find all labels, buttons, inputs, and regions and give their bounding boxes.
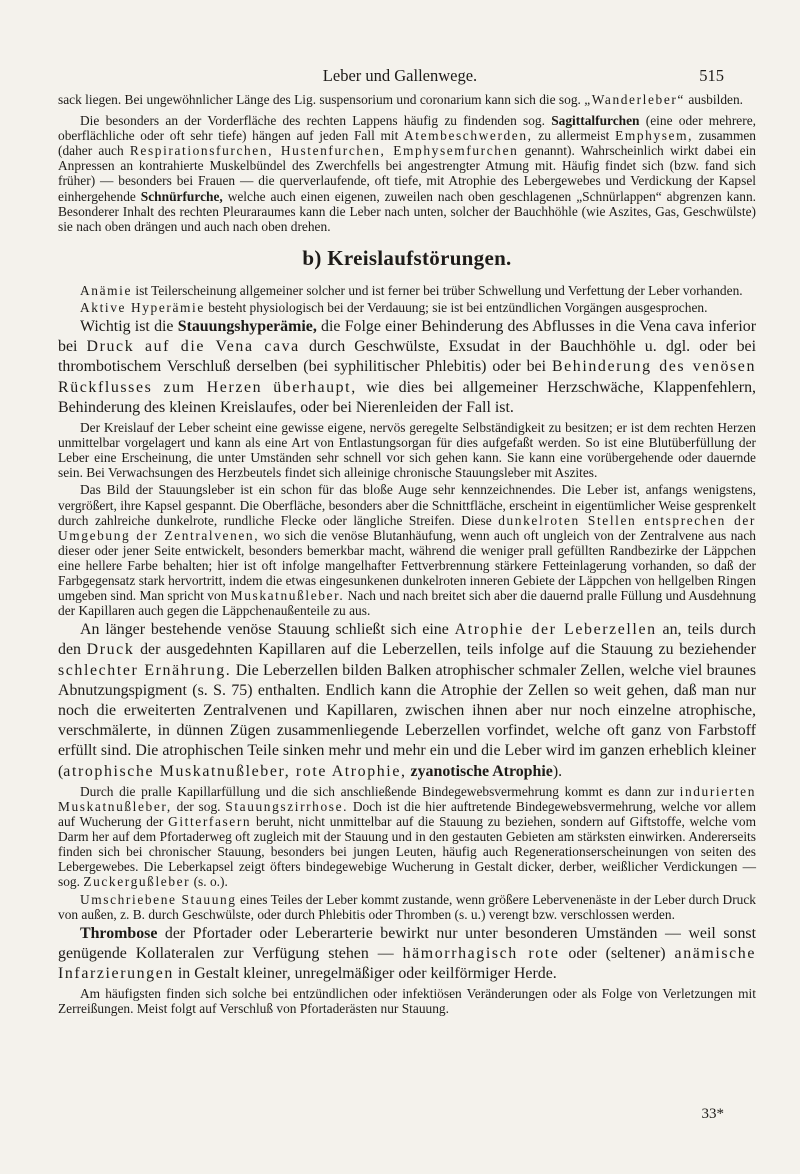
paragraph-stauungsleber-bild [58, 482, 756, 618]
text: eines Teiles der Leber kommt zustande, wenn größere Lebervenenäste in der Leber durch Druck von außen, z. B. durch Geschwülste, oder durch Phlebitis oder Thromben (s. u.) verengt bzw. verschlossen werden. [58, 891, 756, 922]
text: zusammen (daher auch [58, 128, 756, 159]
term-schnuerfurche: Schnürfurche, [140, 188, 223, 204]
text: Die besonders an der Vorderfläche des rechten Lappens häufig zu findenden sog. [80, 113, 552, 129]
paragraph-umschriebene-stauung [58, 892, 756, 922]
text: (s. o.). [190, 874, 228, 890]
section-heading: b) Kreislaufstörungen. [302, 245, 512, 270]
text: ausbilden. [684, 92, 743, 107]
paragraph-kreislauf: Der Kreislauf der Leber scheint eine gewisse eigene, nervös geregelte Selbständigkeit zu besitzen; er ist dem rechten Herzen unmittelbar vorgelagert und kann als eine Art von Entlastungsorgan für dies aufgefaßt werden. So ist eine Blutüberfüllung der Leber eine Erscheinung, die unter Umständen sehr schnell vor sich gehen kann. Sie kann eine vorübergehende oder dauernde sein. Bei Verwachsungen des Herzbeutels findet sich alleinige chronische Stauungsleber mit Aszites. [58, 420, 756, 481]
text: der ausgedehnten Kapillaren auf die Leberzellen, teils infolge auf die Stauung zu beziehender [134, 641, 756, 659]
term-furchen: Respirationsfurchen, Hustenfurchen, Emphysemfurchen [129, 143, 519, 159]
term-atrophie-leberzellen: Atrophie der Leberzellen [454, 621, 657, 639]
paragraph-wanderleber [58, 92, 756, 107]
term-zuckergussleber: Zuckergußleber [83, 874, 191, 890]
paragraph-thrombose [58, 924, 756, 985]
text: Doch ist die hier auftretende Bindegewebsvermehrung, welche vor allem auf Wucherung der [58, 798, 757, 830]
term-indurierte-muskatnussleber: indurierten Muskatnußleber, [58, 783, 756, 814]
term-umschriebene-stauung: Umschriebene Stauung [80, 891, 237, 907]
term-aktive-hyperaemie: Aktive Hyperämie [80, 299, 205, 315]
paragraph-ursachen: Am häufigsten finden sich solche bei entzündlichen oder infektiösen Veränderungen oder als Folge von Verletzungen mit Zerreißungen. Meist folgt auf Verschluß von Pfortaderästen nur Stauung. [58, 986, 756, 1017]
text: der Pfortader oder Leberarterie bewirkt nur unter besonderen Umständen — weil sonst genügende Kollateralen zur Verfügung stehen — [58, 924, 756, 962]
text: oder (seltener) [559, 944, 675, 962]
paragraph-stauungszirrhose [58, 784, 756, 890]
text: Die Leberzellen bilden Balken atrophischer schmaler Zellen, welche viel braunes Abnutzungspigment (s. S. 75) enthalten. Endlich kann die Atrophie der Zellen so weit gehen, daß man nur noch die erweiterten Zentralvenen und Kapillaren, zwischen ihnen aber nur noch einzelne atrophische, verschmälerte, in dünnen Zügen zusammenliegende Leberzellen vorfindet, welche oft ganz von Farbstoff erfüllt sind. Die atrophischen Teile sinken mehr und mehr ein und die Leber wird im ganzen erheblich kleiner ( [58, 661, 757, 780]
text: wo sich die venöse Blutanhäufung, wenn auch oft ungleich von der Zentralvene aus nach dieser oder jener Seite entwickelt, besonders bemerkbar macht, während die weniger prall gefüllten Randbezirke der Läppchen eine hellere Farbe behalten; hier ist oft infolge mangelhafter Fettverbrennung stärkere Fetteinlagerung vorhanden, so daß der Farbgegensatz stark hervortritt, indem die etwas eingesunkenen dunkelroten inneren Gebiete der Läppchen von hellgelben Ringen umgeben sind. Man spricht von [58, 527, 756, 604]
text: in Gestalt kleiner, unregelmäßiger oder keilförmiger Herde. [173, 965, 557, 983]
term-schlechte-ernaehrung: schlechter Ernährung. [58, 661, 232, 679]
page-body [58, 92, 756, 1017]
term-emphysem: Emphysem, [615, 128, 694, 144]
text: ist Teilerscheinung allgemeiner solcher und ist ferner bei trüber Schwellung und Verfettung der Leber vorhanden. [132, 282, 743, 298]
paragraph-anaemie [58, 283, 756, 298]
text: Durch die pralle Kapillarfüllung und die sich anschließende Bindegewebsvermehrung kommt es dann zur [80, 783, 680, 799]
term-gitterfasern: Gitterfasern [168, 814, 252, 830]
signature-mark: 33* [701, 1106, 724, 1122]
term-zyanotische-atrophie: zyanotische Atrophie [410, 762, 553, 780]
text: (eine oder mehrere, oberflächliche oder oft sehr tiefe) hängen auf jeden Fall mit [58, 113, 757, 144]
text: Wichtig ist die [80, 318, 178, 336]
text: wie dies bei allgemeiner Herzschwäche, Klappenfehlern, Behinderung des kleinen Kreislaufes, oder bei Nierenleiden der Fall ist. [58, 378, 757, 416]
text: welche auch einen eigenen, zuweilen nach oben geschlagenen „Schnürlappen“ abgrenzen kann. Besonderer Inhalt des rechten Pleuraraumes kann die Leber nach unten, solcher der Bauchhöhle (wie Aszites, Gas, Geschwülste) sie nach oben drängen und auch nach oben drehen. [58, 188, 756, 234]
term-druck: Druck [86, 641, 135, 659]
text: durch Geschwülste, Exsudat in der Bauchhöhle u. dgl. oder bei thrombotischem Verschluß derselben (bei syphilitischer Phlebitis) oder bei [58, 338, 757, 376]
text: besteht physiologisch bei der Verdauung; sie ist bei entzündlichen Vorgängen ausgesprochen. [204, 299, 708, 315]
text: beruht, nicht unmittelbar auf die Stauung zu beziehen, sondern auf Giftstoffe, welche vom Darm her auf dem Pfortaderweg oft zugleich mit der Stauung und in den gestauten Gebieten am stärksten einwirken. Andererseits finden sich bei chronischer Stauung, besonders bei jungen Leuten, häufig auch Regenerationserscheinungen von seiten des Lebergewebes. Die Leberkapsel zeigt öfters bindegewebige Wucherung in Gestalt dicker, derber, weißlicher Verdickungen — sog. [58, 814, 757, 890]
term-thrombose: Thrombose [80, 924, 158, 942]
running-header-title: Leber und Gallenwege. [322, 66, 478, 85]
term-behinderung-rueckfluss: Behinderung des venösen Rückflusses zum Herzen überhaupt, [58, 358, 756, 396]
text: der sog. [171, 798, 226, 814]
paragraph-stauungshyperaemie [58, 317, 756, 418]
term-dunkelrote-stellen: dunkelroten Stellen entsprechen der Umgebung der Zentralvenen, [58, 512, 756, 543]
text: ). [552, 762, 563, 780]
term-stauungshyperaemie: Stauungshyperämie, [177, 318, 317, 336]
term-wanderleber: „Wanderleber“ [584, 92, 685, 107]
text: Nach und nach breitet sich aber die dauernd pralle Füllung und Ausdehnung der Kapillaren auch gegen die Läppchenaußenteile zu aus. [58, 588, 756, 619]
paragraph-atrophie [58, 620, 756, 782]
term-haemorrhagisch-rote: hämorrhagisch rote [402, 944, 560, 962]
text: zu allermeist [532, 128, 616, 144]
text: An länger bestehende venöse Stauung schließt sich eine [80, 621, 455, 639]
term-muskatnussleber: Muskatnußleber. [230, 588, 345, 604]
term-atrophische-muskatnussleber: atrophische Muskatnußleber, rote Atrophie, [63, 762, 407, 780]
text: sack liegen. Bei ungewöhnlicher Länge des Lig. suspensorium und coronarium kann sich die sog. [58, 92, 585, 107]
term-anaemische-infarzierungen: anämische Infarzierungen [58, 944, 757, 983]
paragraph-aktive-hyperaemie [58, 300, 756, 315]
text: Das Bild der Stauungsleber ist ein schon für das bloße Auge sehr kennzeichnendes. Die Leber ist, anfangs wenigstens, vergrößert, ihre Kapsel gespannt. Die Oberfläche, besonders aber die Schnittfläche, erscheint in eigentümlicher Weise gesprenkelt durch zahlreiche dunkelrote, rundliche Flecke oder längliche Streifen. Diese [58, 482, 756, 528]
term-anaemie: Anämie [80, 282, 132, 298]
text: an, teils durch den [58, 621, 757, 659]
term-stauungszirrhose: Stauungszirrhose. [225, 798, 349, 814]
term-sagittalfurchen: Sagittalfurchen [551, 113, 640, 129]
term-druck-vena-cava: Druck auf die Vena cava [86, 338, 300, 356]
page-number: 515 [699, 66, 724, 85]
term-atembeschwerden: Atembeschwerden, [404, 128, 533, 144]
text: genannt). Wahrscheinlich wirkt dabei ein Anpressen an kontrahierte Muskelbündel des Zwerchfells bei angestrengter Atmung mit. Häufig findet sich (bzw. fand sich früher) — besonders bei Frauen — die querverlaufende, oft tiefe, mit Atrophie des Lebergewebes und Verdickung der Kapsel einhergehende [58, 143, 756, 204]
text: die Folge einer Behinderung des Abflusses in die Vena cava inferior bei [58, 318, 756, 356]
paragraph-sagittalfurchen [58, 113, 756, 234]
